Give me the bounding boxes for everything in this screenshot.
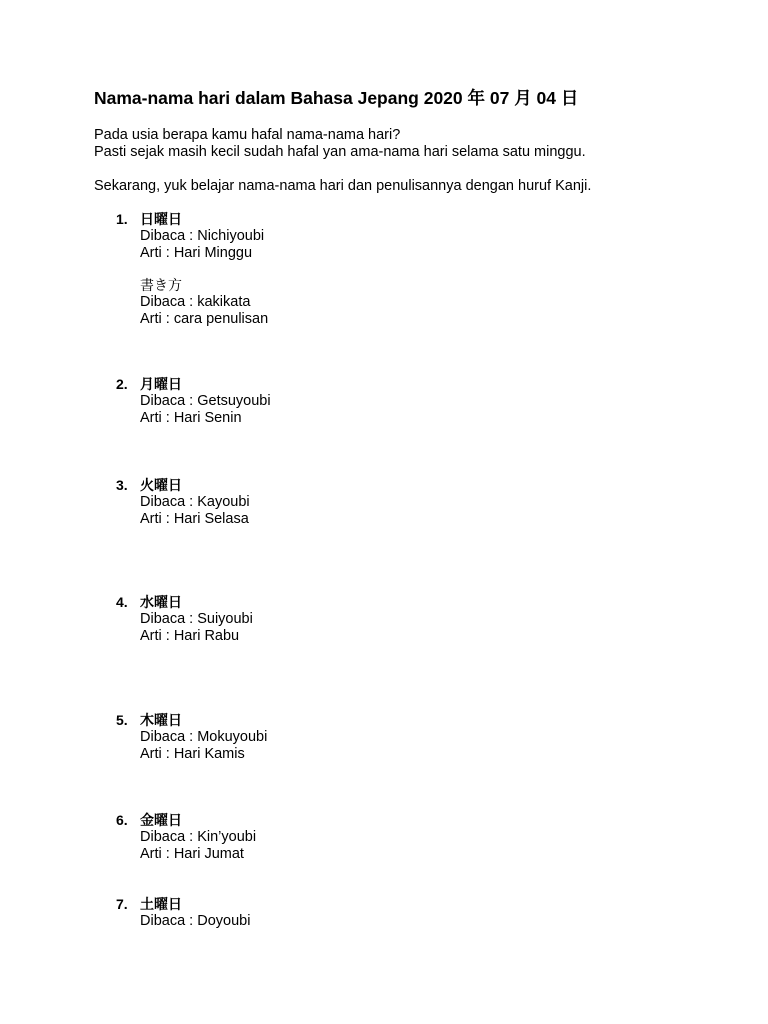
day-meaning: Arti : Hari Selasa bbox=[140, 511, 249, 527]
day-kanji: 月曜日 bbox=[140, 376, 182, 392]
day-reading: Dibaca : Suiyoubi bbox=[140, 611, 253, 627]
day-kanji: 日曜日 bbox=[140, 211, 182, 227]
day-meaning: Arti : Hari Minggu bbox=[140, 245, 253, 261]
day-meaning: Arti : Hari Senin bbox=[140, 410, 242, 426]
day-kanji: 木曜日 bbox=[140, 712, 182, 728]
day-reading: Dibaca : Doyoubi bbox=[140, 913, 251, 929]
day-reading: Dibaca : Getsuyoubi bbox=[140, 393, 271, 409]
list-number: 6. bbox=[116, 812, 128, 828]
day-meaning: Arti : Hari Kamis bbox=[140, 746, 245, 762]
day-kanji: 金曜日 bbox=[140, 812, 182, 828]
list-number: 5. bbox=[116, 712, 128, 728]
intro-invitation: Sekarang, yuk belajar nama-nama hari dan penulisannya dengan huruf Kanji. bbox=[94, 178, 592, 194]
day-kanji: 土曜日 bbox=[140, 896, 182, 912]
list-number: 7. bbox=[116, 896, 128, 912]
day-reading: Dibaca : Kayoubi bbox=[140, 494, 250, 510]
extra-reading: Dibaca : kakikata bbox=[140, 294, 251, 310]
day-meaning: Arti : Hari Rabu bbox=[140, 628, 240, 644]
extra-meaning: Arti : cara penulisan bbox=[140, 311, 269, 327]
list-number: 1. bbox=[116, 211, 128, 227]
day-reading: Dibaca : Kin’youbi bbox=[140, 829, 257, 845]
list-number: 3. bbox=[116, 477, 128, 493]
list-number: 4. bbox=[116, 594, 128, 610]
document-title: Nama-nama hari dalam Bahasa Jepang 2020 年 07 月 04 日 bbox=[94, 88, 579, 108]
list-number: 2. bbox=[116, 376, 128, 392]
extra-kanji: 書き方 bbox=[140, 277, 182, 293]
day-kanji: 水曜日 bbox=[140, 594, 182, 610]
intro-question: Pada usia berapa kamu hafal nama-nama hari? bbox=[94, 127, 401, 143]
intro-statement: Pasti sejak masih kecil sudah hafal yan ama-nama hari selama satu minggu. bbox=[94, 144, 586, 160]
day-meaning: Arti : Hari Jumat bbox=[140, 846, 244, 862]
day-reading: Dibaca : Nichiyoubi bbox=[140, 228, 265, 244]
day-reading: Dibaca : Mokuyoubi bbox=[140, 729, 268, 745]
day-kanji: 火曜日 bbox=[140, 477, 182, 493]
